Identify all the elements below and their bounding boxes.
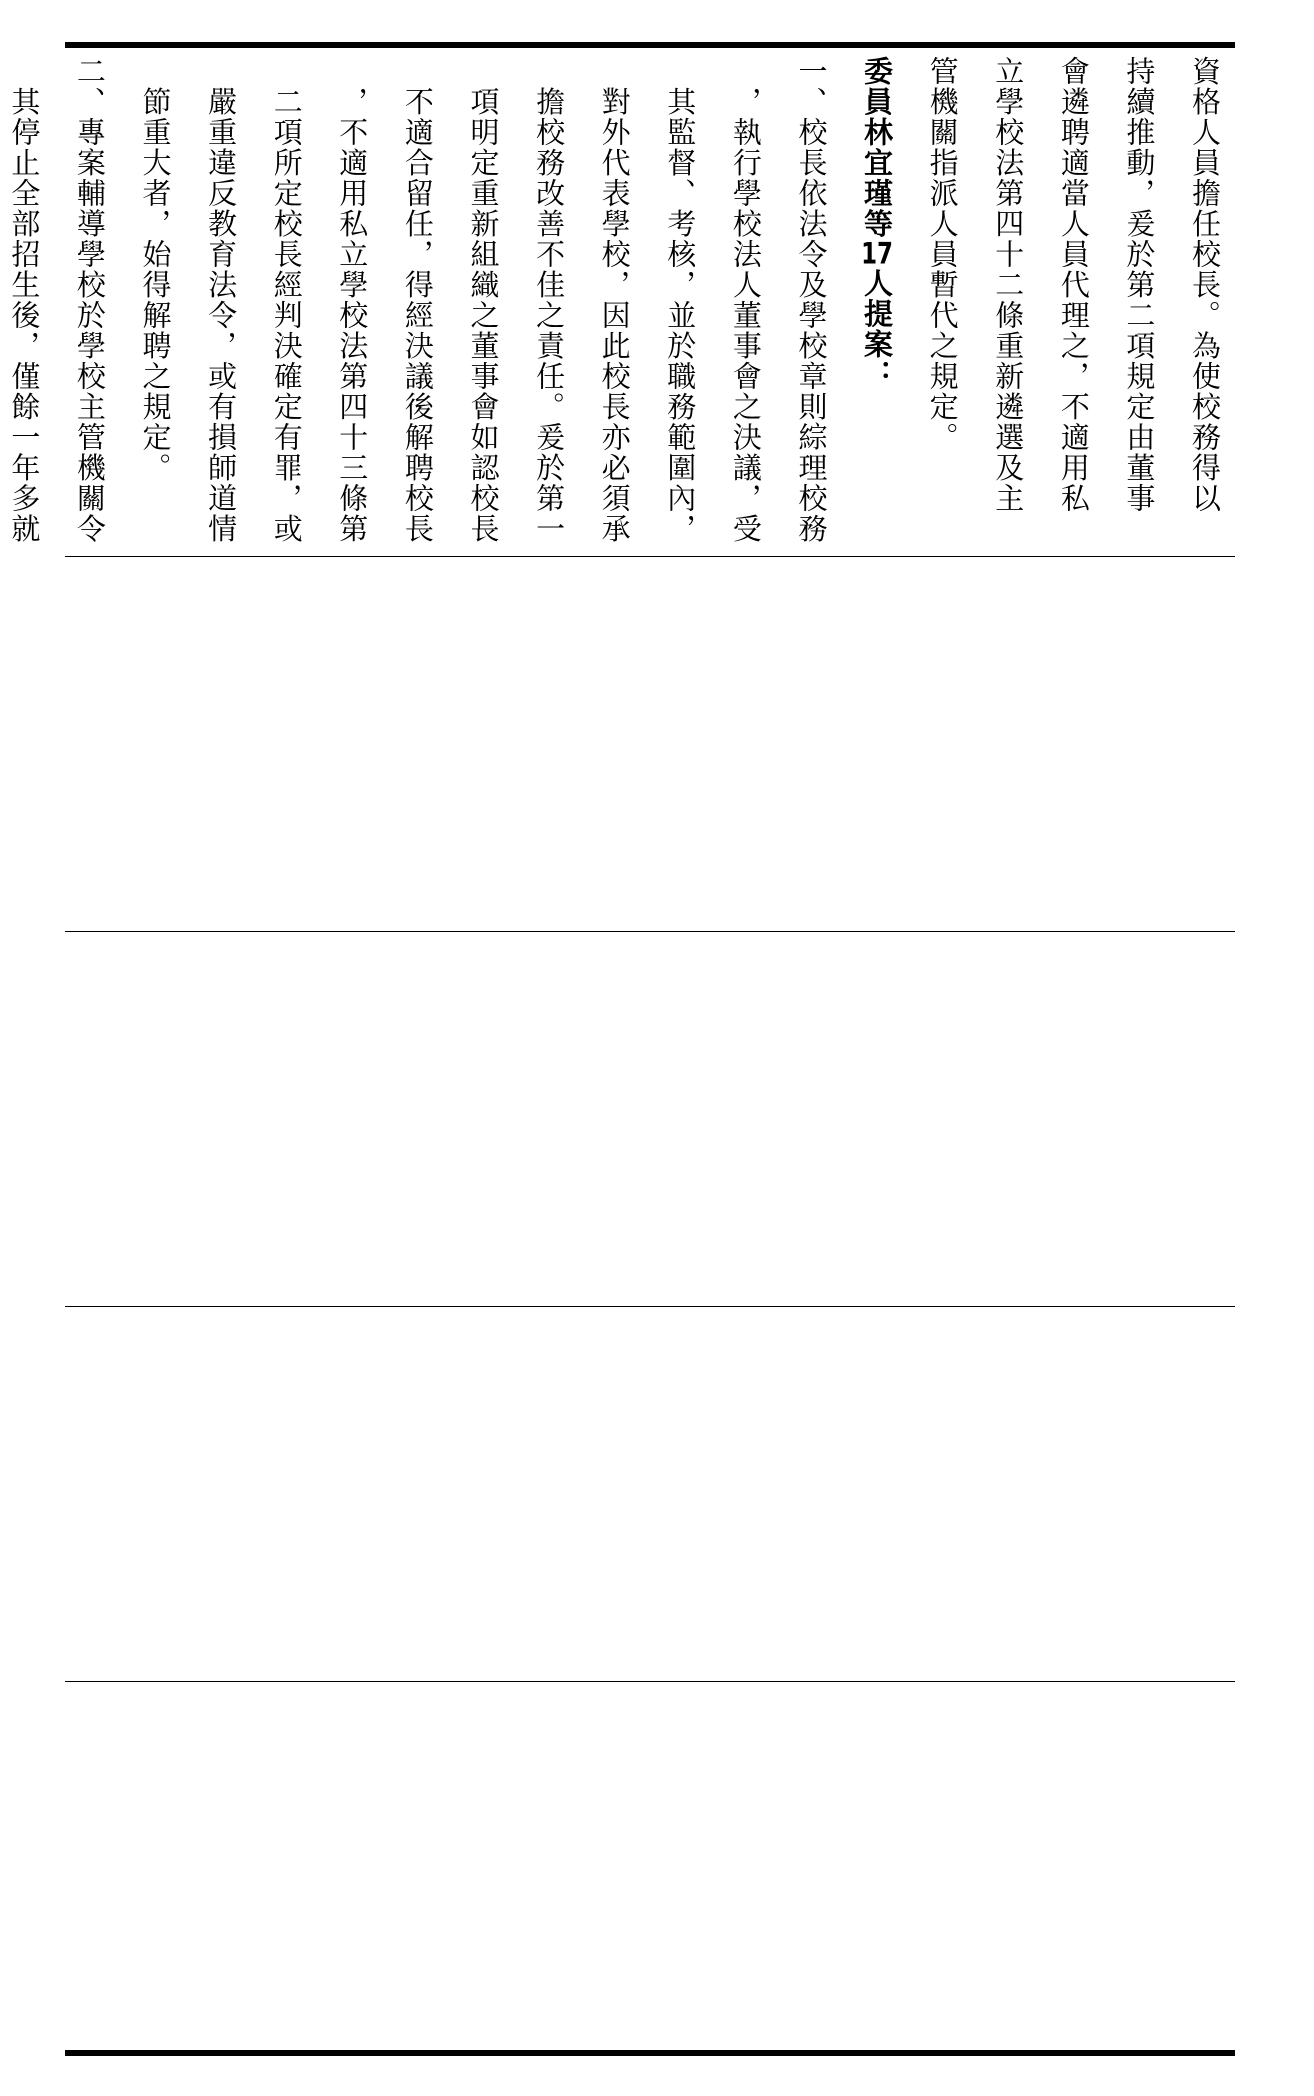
text-line: 對外代表學校，因此校長亦必須承 [597,56,632,544]
text-line: 二項所定校長經判決確定有罪，或 [269,56,304,544]
proposal-heading: 委員林宜瑾等17人提案： [860,56,895,390]
row-divider [65,1681,1235,1682]
text-line: 其停止全部招生後，僅餘一年多就 [7,56,42,544]
text-line: 管機關指派人員暫代之規定。 [925,56,960,453]
text-line: 二、專案輔導學校於學校主管機關令 [72,56,107,544]
explanation-text-column [7,56,1237,546]
row-divider [65,931,1235,932]
text-line: 一、校長依法令及學校章則綜理校務 [794,56,829,544]
text-line: ，不適用私立學校法第四十三條第 [335,56,370,544]
text-line: 資格人員擔任校長。為使校務得以 [1188,56,1222,514]
row-divider [65,1306,1235,1307]
text-line: 節重大者，始得解聘之規定。 [138,56,173,483]
text-line: 立學校法第四十二條重新遴選及主 [991,56,1026,514]
row-divider [65,556,1235,557]
text-line: 不適合留任，得經決議後解聘校長 [400,56,435,544]
text-line: 會遴聘適當人員代理之，不適用私 [1056,56,1091,514]
text-line: 嚴重違反教育法令，或有損師道情 [204,56,239,544]
bottom-border-rule [65,2050,1235,2056]
text-line: 持續推動，爰於第二項規定由董事 [1122,56,1157,514]
text-line: 項明定重新組織之董事會如認校長 [466,56,501,544]
top-border-rule [65,42,1235,48]
text-line: ，執行學校法人董事會之決議，受 [728,56,763,544]
text-line: 擔校務改善不佳之責任。爰於第一 [532,56,567,544]
text-line: 其監督、考核，並於職務範圍內， [663,56,698,544]
